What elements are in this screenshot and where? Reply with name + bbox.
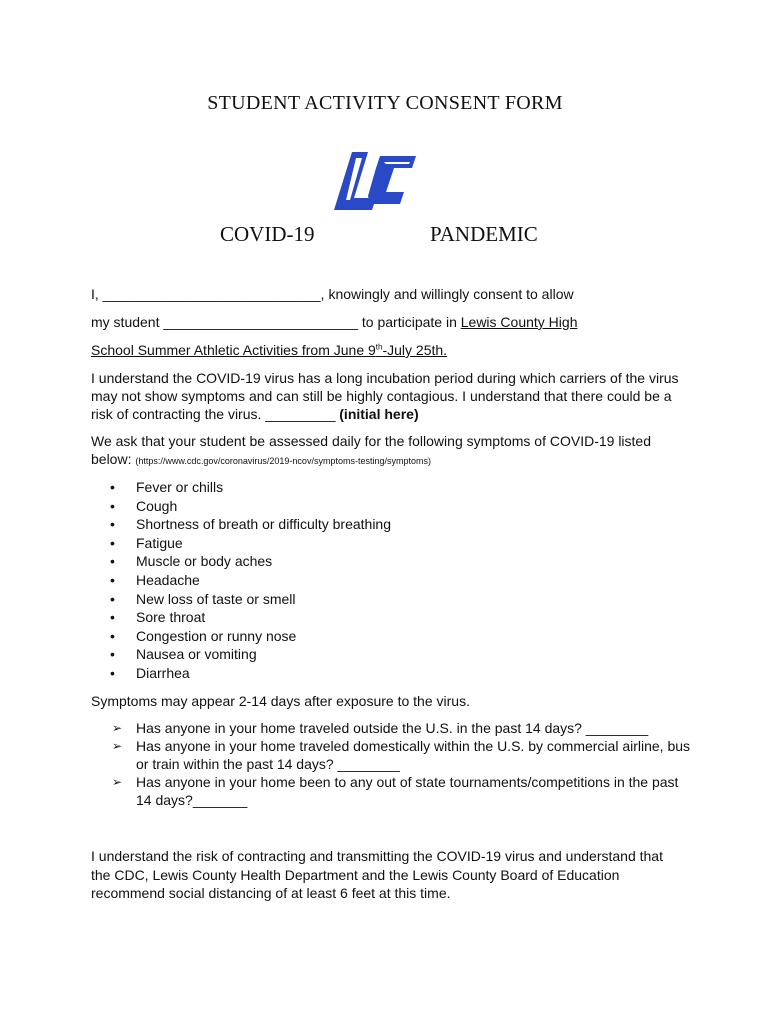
assessment-paragraph [91, 432, 691, 470]
symptom-text: Diarrhea [136, 664, 190, 681]
list-item [108, 627, 391, 646]
bullet-icon: • [110, 516, 115, 533]
list-item [112, 773, 696, 809]
bullet-icon: • [110, 497, 115, 514]
closing-paragraph: I understand the risk of contracting and transmitting the COVID-19 virus and understand that the CDC, Lewis County Health Department and the Lewis County Board of Education recommend social distancing of at least 6 feet at this time. [91, 848, 663, 901]
symptom-text: New loss of taste or smell [136, 590, 296, 607]
question-text: Has anyone in your home been to any out of state tournaments/competitions in the past 14 days?_______ [136, 774, 679, 808]
consent-line-name: I, ____________________________, knowingly and willingly consent to allow [91, 286, 574, 302]
symptom-text: Headache [136, 571, 200, 588]
symptom-text: Cough [136, 497, 178, 514]
list-item [108, 534, 391, 553]
symptom-text: Nausea or vomiting [136, 646, 257, 663]
activities-text: School Summer Athletic Activities from June 9 [91, 342, 376, 358]
bullet-icon: • [110, 590, 115, 607]
symptom-text: Sore throat [136, 609, 206, 626]
bullet-icon: • [110, 627, 115, 644]
consent-line-student [91, 313, 577, 331]
bullet-icon: • [110, 609, 115, 626]
bullet-icon: • [110, 479, 115, 495]
cdc-url: (https://www.cdc.gov/coronavirus/2019-ncov/symptoms-testing/symptoms) [135, 456, 431, 466]
symptom-list [108, 478, 391, 683]
list-item [108, 515, 391, 534]
symptom-text: Congestion or runny nose [136, 627, 297, 644]
arrow-bullet-icon: ➢ [112, 739, 123, 753]
bullet-icon: • [110, 664, 115, 681]
bullet-icon: • [110, 553, 115, 570]
arrow-bullet-icon: ➢ [112, 775, 123, 789]
subtitle-covid: COVID-19 [220, 222, 315, 246]
list-item [108, 478, 391, 497]
activities-end-text: -July 25th. [382, 342, 448, 358]
form-title: STUDENT ACTIVITY CONSENT FORM [207, 92, 563, 114]
arrow-bullet-icon: ➢ [112, 721, 123, 735]
initial-here-label: (initial here) [339, 406, 419, 422]
list-item [108, 497, 391, 516]
lc-logo-icon [326, 148, 420, 218]
list-item [108, 664, 391, 683]
symptoms-note: Symptoms may appear 2-14 days after exposure to the virus. [91, 693, 470, 709]
list-item [108, 608, 391, 627]
symptom-text: Shortness of breath or difficulty breathing [136, 516, 392, 533]
question-text: Has anyone in your home traveled outside the U.S. in the past 14 days? ________ [136, 720, 649, 736]
symptom-text: Muscle or body aches [136, 553, 273, 570]
subtitle-pandemic: PANDEMIC [430, 222, 538, 246]
incubation-text: I understand the COVID-19 virus has a long incubation period during which carriers of the virus may not show symptoms and can still be highly contagious. I understand that there could be a risk of contracting the virus. _________ [91, 370, 679, 422]
question-list [112, 719, 696, 809]
school-name-link: Lewis County High [460, 314, 578, 330]
incubation-paragraph [91, 369, 691, 423]
symptom-text: Fatigue [136, 534, 183, 551]
list-item [108, 645, 391, 664]
list-item [108, 590, 391, 609]
list-item [112, 719, 696, 737]
list-item [112, 737, 696, 773]
activities-line [91, 341, 447, 359]
bullet-icon: • [110, 646, 115, 663]
symptom-text: Fever or chills [136, 479, 224, 495]
bullet-icon: • [110, 534, 115, 551]
list-item [108, 552, 391, 571]
question-text: Has anyone in your home traveled domestically within the U.S. by commercial airline, bus or train within the past 14 days? ________ [136, 738, 691, 772]
date-superscript: th [375, 342, 383, 352]
student-line-text: my student _________________________ to participate in [91, 314, 461, 330]
list-item [108, 571, 391, 590]
bullet-icon: • [110, 571, 115, 588]
assessment-text: We ask that your student be assessed daily for the following symptoms of COVID-19 listed below: [91, 433, 651, 467]
